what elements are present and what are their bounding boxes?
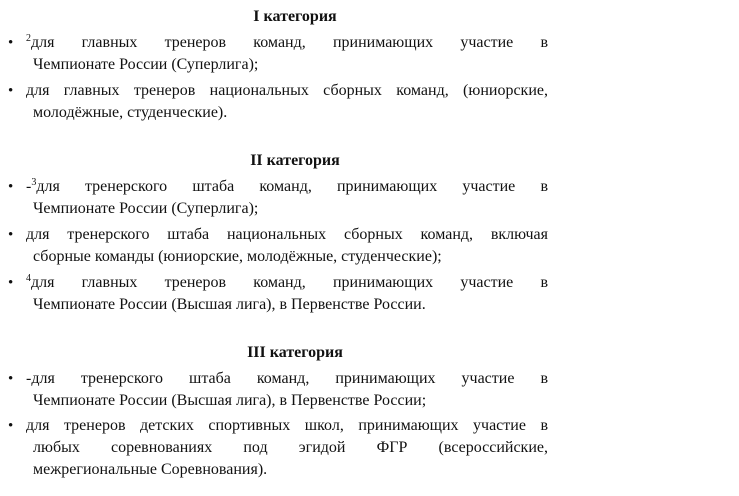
footnote-marker: 4 xyxy=(26,273,31,284)
list-item xyxy=(8,415,548,481)
item-line-1: $^2$для главных тренеров команд, принимающих участие в xyxy=(26,33,548,51)
item-line-2: Чемпионате России (Высшая лига), в Первенстве России. xyxy=(33,296,426,313)
item-line-1: $^4$для главных тренеров команд, принимающих участие в xyxy=(26,273,548,291)
bullet-icon: • xyxy=(8,418,14,434)
section-heading-2: II категория xyxy=(250,152,340,169)
bullet-icon: • xyxy=(8,83,14,99)
list-item xyxy=(8,368,548,412)
footnote-marker: 3 xyxy=(31,177,37,188)
list-item xyxy=(8,272,548,316)
item-line-1: для тренерского штаба национальных сборных команд, включая xyxy=(26,226,548,243)
list-item xyxy=(8,224,548,268)
bullet-icon: • xyxy=(8,275,14,291)
item-line-2: Чемпионате России (Высшая лига), в Первенстве России; xyxy=(33,392,427,409)
item-line-1: -для тренерского штаба команд, принимающих участие в xyxy=(26,370,548,387)
section-heading-1: I категория xyxy=(253,8,337,25)
list-item xyxy=(8,80,548,124)
item-line-3: межрегиональные Соревнования). xyxy=(33,461,268,478)
item-line-1: -$^3$для тренерского штаба команд, принимающих участие в xyxy=(26,177,548,195)
item-line-1: для главных тренеров национальных сборных команд, (юниорские, xyxy=(26,82,548,99)
item-line-2: Чемпионате России (Суперлига); xyxy=(33,200,259,217)
bullet-icon: • xyxy=(8,371,14,387)
bullet-icon: • xyxy=(8,227,14,243)
list-item xyxy=(8,32,548,76)
item-line-2: сборные команды (юниорские, молодёжные, студенческие); xyxy=(33,248,442,265)
item-line-2: молодёжные, студенческие). xyxy=(33,104,228,121)
bullet-icon: • xyxy=(8,179,14,195)
item-line-2: любых соревнованиях под эгидой ФГР (всероссийские, xyxy=(33,439,548,456)
item-line-1: для тренеров детских спортивных школ, принимающих участие в xyxy=(26,417,548,434)
bullet-icon: • xyxy=(8,35,14,51)
item-line-2: Чемпионате России (Суперлига); xyxy=(33,56,259,73)
footnote-marker: 2 xyxy=(26,33,31,44)
section-heading-3: III категория xyxy=(247,344,343,361)
list-item xyxy=(8,176,548,220)
